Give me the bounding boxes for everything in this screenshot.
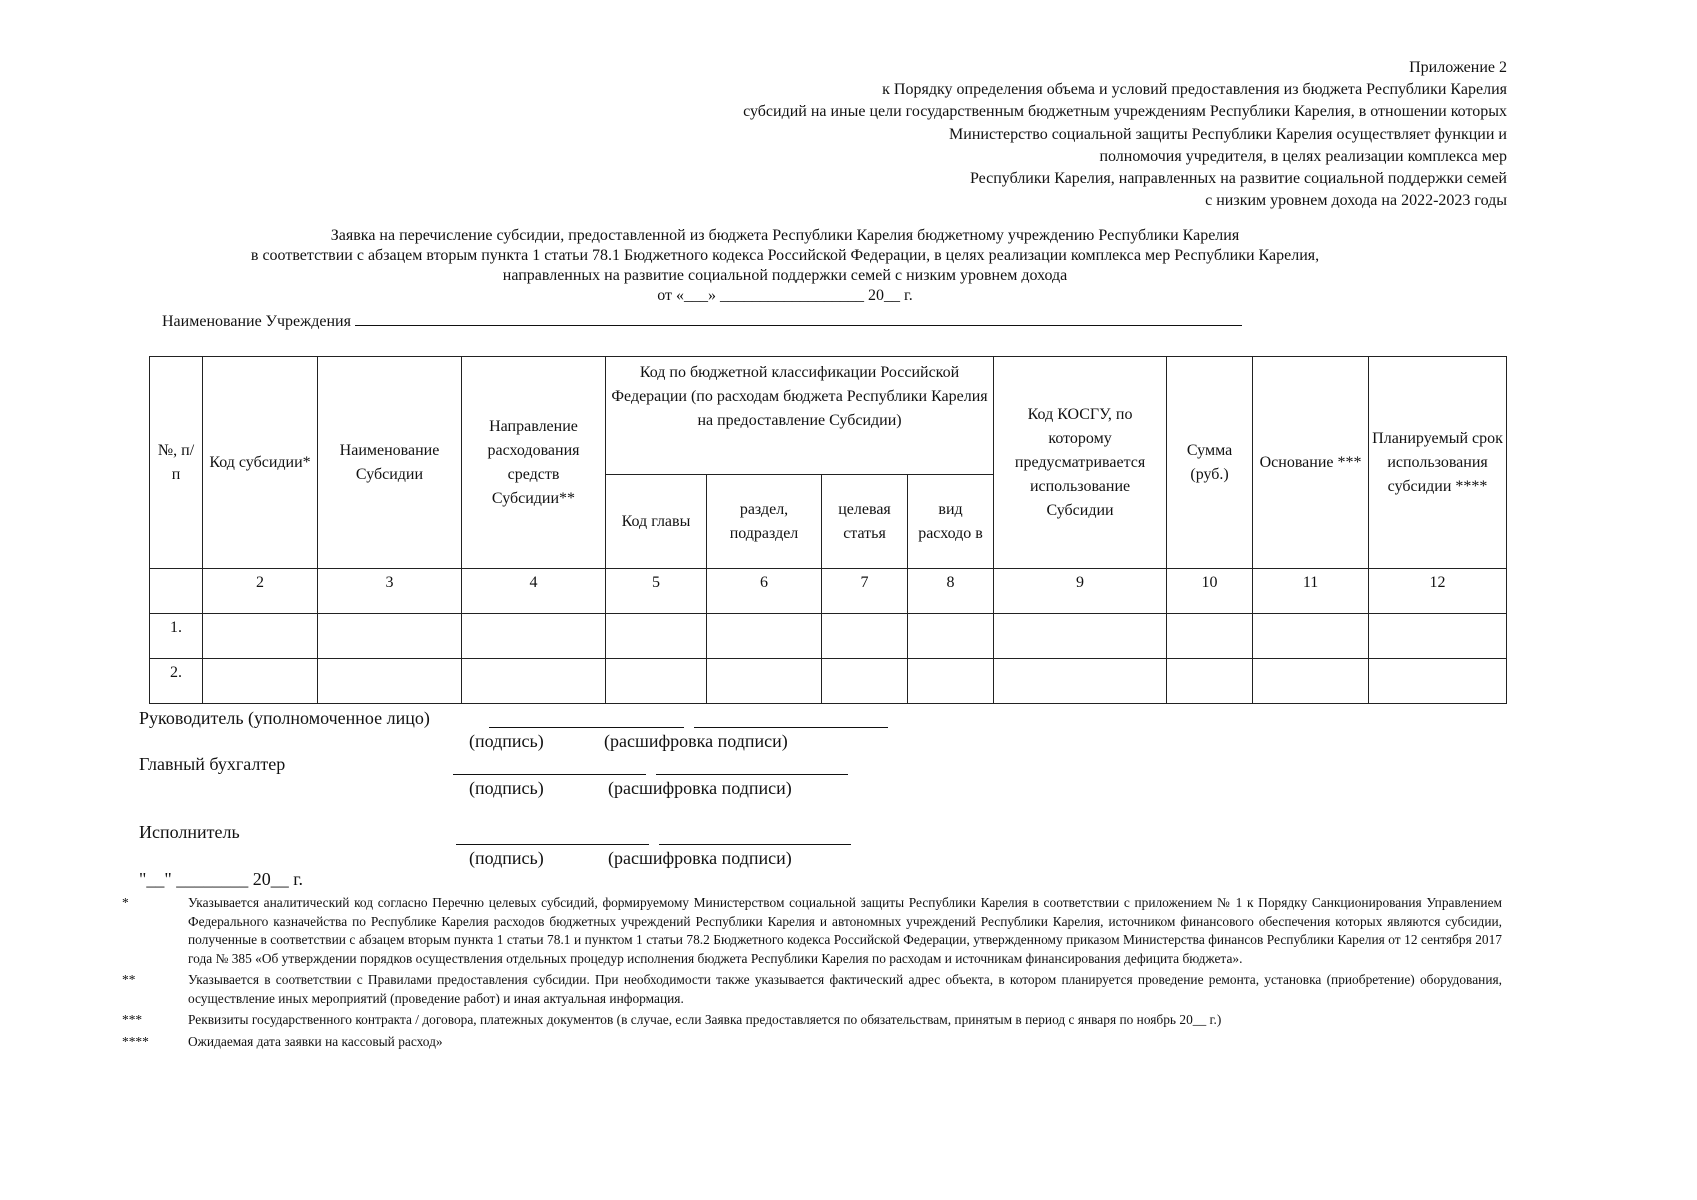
footnote (122, 894, 1502, 968)
table-cell[interactable] (1369, 659, 1507, 704)
table-cell[interactable] (994, 614, 1167, 659)
header-chapter: Код главы (606, 475, 707, 569)
executor-signature-label: Исполнитель (139, 822, 240, 842)
executor-signature-line[interactable] (456, 844, 649, 845)
column-number: 7 (822, 569, 908, 614)
footnote (122, 1033, 1502, 1052)
footnote-text: Ожидаемая дата заявки на кассовый расход» (188, 1033, 443, 1049)
appendix-line: Республики Карелия, направленных на развитие социальной поддержки семей (969, 170, 1507, 188)
column-number: 9 (994, 569, 1167, 614)
row-number: 2. (150, 659, 203, 704)
header-target: целевая статья (822, 475, 908, 569)
header-section: раздел, подраздел (707, 475, 822, 569)
footnote (122, 1011, 1502, 1030)
footnote-text: Реквизиты государственного контракта / договора, платежных документов (в случае, если Заявка предоставляется по обязательствам, принятым в период с января по ноябрь 20__ г.) (188, 1012, 1222, 1027)
column-number: 10 (1167, 569, 1253, 614)
institution-blank-line[interactable] (355, 311, 1242, 326)
footnote-mark: **** (122, 1033, 149, 1049)
column-number: 11 (1253, 569, 1369, 614)
footnote (122, 971, 1502, 1008)
header-sum: Сумма (руб.) (1167, 357, 1253, 569)
footnote-mark: * (122, 895, 129, 910)
table-cell[interactable] (1167, 659, 1253, 704)
table-cell[interactable] (318, 659, 462, 704)
table-cell[interactable] (203, 659, 318, 704)
table-cell[interactable] (707, 659, 822, 704)
table-row (150, 659, 1507, 704)
signature-date: "__" ________ 20__ г. (139, 869, 304, 889)
column-number: 5 (606, 569, 707, 614)
sign-caption: (подпись) (469, 848, 544, 868)
institution-field (162, 311, 1242, 331)
accountant-signature-line[interactable] (453, 774, 646, 775)
appendix-line: к Порядку определения объема и условий предоставления из бюджета Республики Карелия (882, 81, 1507, 99)
table-cell[interactable] (994, 659, 1167, 704)
table-cell[interactable] (606, 659, 707, 704)
table-row (150, 614, 1507, 659)
table-cell[interactable] (908, 659, 994, 704)
decode-caption: (расшифровка подписи) (604, 731, 788, 751)
head-decode-line[interactable] (694, 727, 888, 728)
footnotes (122, 894, 1502, 1054)
header-term: Планируемый срок использования субсидии **** (1369, 357, 1507, 569)
column-number: 8 (908, 569, 994, 614)
sign-caption: (подпись) (469, 778, 544, 798)
footnote-text: Указывается аналитический код согласно Перечню целевых субсидий, формируемому Министерством социальной защиты Республики Карелия в соответствии с приложением № 1 к Порядку Санкционирования Управлением Федерального казначейства по Республике Карелия расходов бюджетных учреждений Республики Карелия и автономных учреждений Республики Карелия, источником финансового обеспечения которых являются субсидии, полученные в соответствии с абзацем вторым пункта 1 статьи 78.1 и пунктом 1 статьи 78.2 Бюджетного кодекса Российской Федерации, утвержденному приказом Министерства финансов Республики Карелия от 12 сентября 2017 года № 385 «Об утверждении порядков осуществления отдельных процедур исполнения бюджета Республики Карелия по расходам и источникам финансирования дефицита бюджета». (188, 895, 1502, 966)
sign-caption: (подпись) (469, 731, 544, 751)
table-cell[interactable] (822, 614, 908, 659)
header-basis: Основание *** (1253, 357, 1369, 569)
column-number: 12 (1369, 569, 1507, 614)
accountant-decode-line[interactable] (656, 774, 848, 775)
column-number: 6 (707, 569, 822, 614)
executor-decode-line[interactable] (659, 844, 851, 845)
footnote-mark: ** (122, 972, 136, 987)
table-cell[interactable] (1167, 614, 1253, 659)
appendix-line: Приложение 2 (1409, 59, 1507, 76)
header-budget-classification: Код по бюджетной классификации Российской Федерации (по расходам бюджета Республики Карелия на предоставление Субсидии) (606, 357, 994, 475)
header-name: Наименование Субсидии (318, 357, 462, 569)
title-line: в соответствии с абзацем вторым пункта 1 статьи 78.1 Бюджетного кодекса Российской Федерации, в целях реализации комплекса мер Республики Карелия, (250, 247, 1320, 264)
appendix-line: субсидий на иные цели государственным бюджетным учреждениям Республики Карелия, в отношении которых (743, 103, 1507, 121)
appendix-line: полномочия учредителя, в целях реализации комплекса мер (1099, 147, 1507, 165)
footnote-mark: *** (122, 1012, 143, 1027)
decode-caption: (расшифровка подписи) (608, 848, 792, 868)
document-title (140, 226, 1430, 306)
row-number: 1. (150, 614, 203, 659)
institution-label: Наименование Учреждения (162, 313, 351, 330)
table-cell[interactable] (318, 614, 462, 659)
title-line: направленных на развитие социальной поддержки семей с низким уровнем дохода (502, 267, 1068, 284)
head-signature-label: Руководитель (уполномоченное лицо) (139, 708, 430, 728)
appendix-line: Министерство социальной защиты Республики Карелия осуществляет функции и (949, 125, 1507, 143)
footnote-text: Указывается в соответствии с Правилами предоставления субсидии. При необходимости также указывается фактический адрес объекта, в котором планируется проведение ремонта, установка (приобретение) оборудования, осуществление иных мероприятий (проведение работ) и иная актуальная информация. (188, 972, 1502, 1006)
column-number: 2 (203, 569, 318, 614)
header-num: №, п/ п (150, 357, 203, 569)
decode-caption: (расшифровка подписи) (608, 778, 792, 798)
head-signature-line[interactable] (489, 727, 684, 728)
table-cell[interactable] (462, 614, 606, 659)
table-cell[interactable] (707, 614, 822, 659)
table-cell[interactable] (203, 614, 318, 659)
subsidy-table (149, 356, 1507, 704)
table-cell[interactable] (822, 659, 908, 704)
header-code: Код субсидии* (203, 357, 318, 569)
header-direction: Направление расходования средств Субсидии** (462, 357, 606, 569)
title-line: Заявка на перечисление субсидии, предоставленной из бюджета Республики Карелия бюджетному учреждению Республики Карелия (330, 227, 1240, 244)
table-cell[interactable] (1253, 614, 1369, 659)
table-cell[interactable] (606, 614, 707, 659)
title-date-line: от «___» __________________ 20__ г. (657, 287, 913, 304)
column-number: 3 (318, 569, 462, 614)
column-numbers-row (150, 569, 1507, 614)
column-number: 4 (462, 569, 606, 614)
table-cell[interactable] (908, 614, 994, 659)
appendix-header (557, 57, 1507, 212)
accountant-signature-label: Главный бухгалтер (139, 754, 286, 774)
table-cell[interactable] (1253, 659, 1369, 704)
column-number (150, 569, 203, 614)
table-cell[interactable] (462, 659, 606, 704)
header-kind: вид расходо в (908, 475, 994, 569)
header-kosgu: Код КОСГУ, по которому предусматривается использование Субсидии (994, 357, 1167, 569)
appendix-line: с низким уровнем дохода на 2022-2023 годы (1205, 192, 1507, 210)
table-cell[interactable] (1369, 614, 1507, 659)
